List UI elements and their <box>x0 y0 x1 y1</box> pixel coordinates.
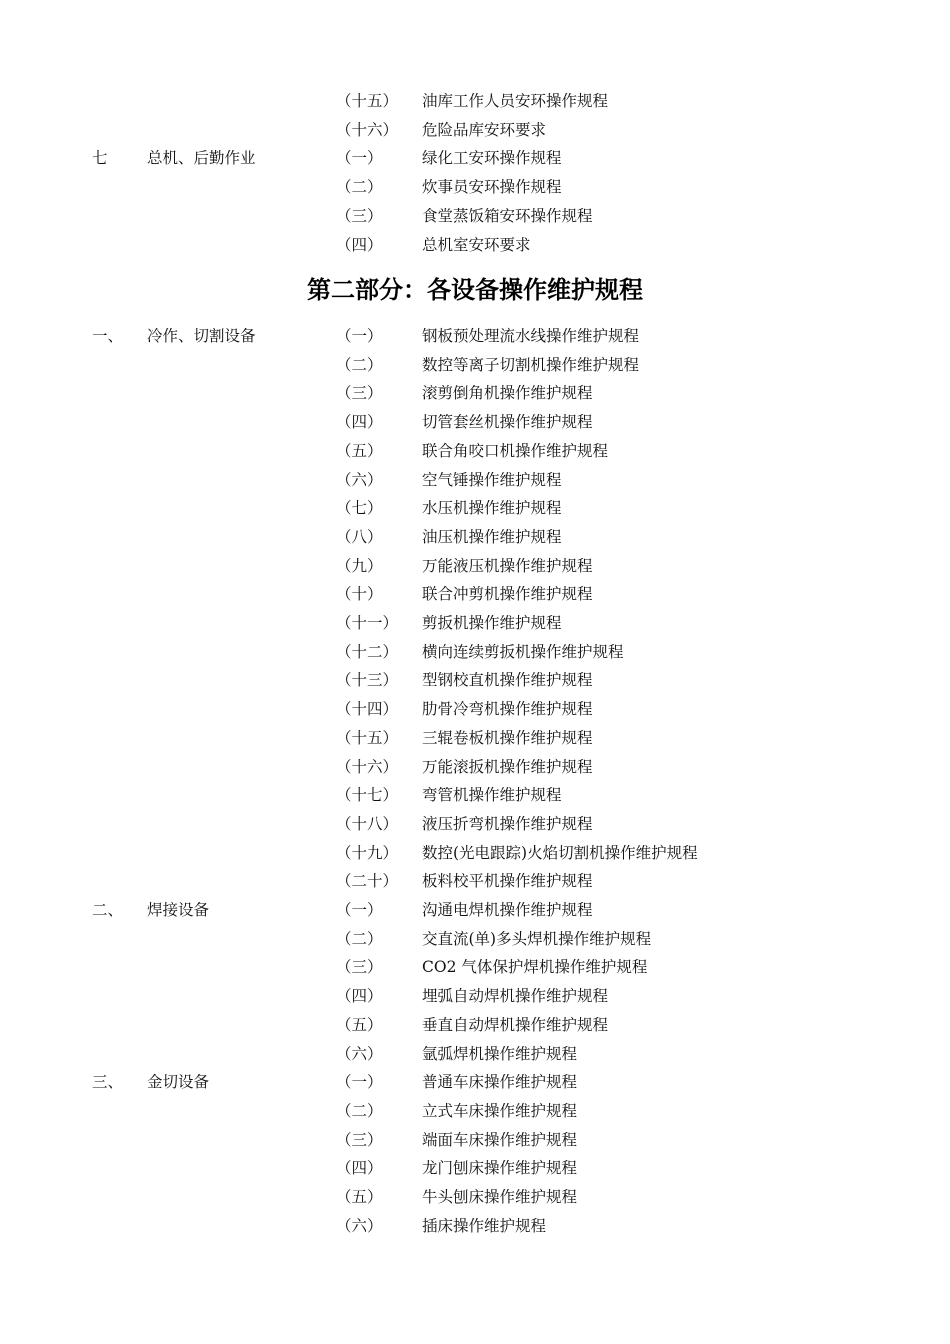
item-number: （四） <box>336 413 383 432</box>
item-title: 数控等离子切割机操作维护规程 <box>422 355 640 374</box>
item-title: 板料校平机操作维护规程 <box>422 872 593 891</box>
toc-entry <box>0 351 950 380</box>
item-number: （一） <box>336 901 383 919</box>
item-title: 端面车床操作维护规程 <box>422 1130 578 1149</box>
item-title: 数控(光电跟踪)火焰切割机操作维护规程 <box>422 843 698 862</box>
item-number: （十五） <box>336 728 399 747</box>
toc-entry <box>0 580 950 609</box>
item-title: 液压折弯机操作维护规程 <box>422 814 593 833</box>
item-title: CO2 气体保护焊机操作维护规程 <box>422 958 648 977</box>
category-name: 金切设备 <box>147 1073 210 1092</box>
item-number: （十八） <box>336 814 399 833</box>
toc-entry <box>0 953 950 982</box>
item-number: （十六） <box>336 757 399 776</box>
item-number: （五） <box>336 441 383 460</box>
item-title: 食堂蒸饭箱安环操作规程 <box>422 206 593 225</box>
toc-entry <box>0 87 950 116</box>
item-number: （三） <box>336 206 383 225</box>
item-title: 立式车床操作维护规程 <box>422 1101 578 1120</box>
item-title: 肋骨冷弯机操作维护规程 <box>422 700 593 719</box>
item-number: （十四） <box>336 700 399 719</box>
item-number: （四） <box>336 987 383 1006</box>
toc-entry <box>0 202 950 231</box>
toc-entry <box>0 810 950 839</box>
toc-entry <box>0 724 950 753</box>
toc-entry <box>0 523 950 552</box>
item-title: 联合角咬口机操作维护规程 <box>422 441 609 460</box>
toc-entry <box>0 1097 950 1126</box>
item-title: 插床操作维护规程 <box>422 1216 547 1235</box>
item-title: 切管套丝机操作维护规程 <box>422 413 593 432</box>
toc-entry <box>0 896 950 925</box>
toc-entry <box>0 408 950 437</box>
toc-entry <box>0 609 950 638</box>
item-number: （十一） <box>336 614 399 632</box>
toc-entry <box>0 1011 950 1040</box>
toc-entry <box>0 494 950 523</box>
toc-entry <box>0 1212 950 1241</box>
item-number: （十九） <box>336 843 399 862</box>
toc-entry <box>0 322 950 351</box>
item-title: 联合冲剪机操作维护规程 <box>422 585 593 604</box>
toc-entry <box>0 1068 950 1097</box>
item-title: 空气锤操作维护规程 <box>422 470 562 489</box>
section-number: 三、 <box>92 1073 124 1092</box>
item-title: 垂直自动焊机操作维护规程 <box>422 1015 609 1034</box>
item-title: 万能液压机操作维护规程 <box>422 556 593 575</box>
category-name: 总机、后勤作业 <box>147 149 256 168</box>
item-title: 沟通电焊机操作维护规程 <box>422 901 593 919</box>
toc-entry <box>0 982 950 1011</box>
item-number: （十三） <box>336 671 399 690</box>
item-title: 滚剪倒角机操作维护规程 <box>422 384 593 403</box>
section-number: 二、 <box>92 901 124 919</box>
toc-entry <box>0 925 950 954</box>
item-title: 油库工作人员安环操作规程 <box>422 92 609 110</box>
section-number: 七 <box>92 149 108 168</box>
item-title: 油压机操作维护规程 <box>422 527 562 546</box>
item-title: 总机室安环要求 <box>422 235 531 254</box>
item-title: 交直流(单)多头焊机操作维护规程 <box>422 929 652 948</box>
item-title: 龙门刨床操作维护规程 <box>422 1159 578 1178</box>
category-name: 冷作、切割设备 <box>147 327 256 345</box>
toc-entry <box>0 867 950 896</box>
toc-entry <box>0 173 950 202</box>
item-title: 三辊卷板机操作维护规程 <box>422 728 593 747</box>
item-title: 型钢校直机操作维护规程 <box>422 671 593 690</box>
item-title: 普通车床操作维护规程 <box>422 1073 578 1092</box>
item-number: （三） <box>336 1130 383 1149</box>
item-number: （五） <box>336 1188 383 1206</box>
item-title: 钢板预处理流水线操作维护规程 <box>422 327 640 345</box>
item-number: （七） <box>336 499 383 518</box>
item-number: （六） <box>336 470 383 489</box>
toc-entry <box>0 466 950 495</box>
item-number: （二） <box>336 355 383 374</box>
item-number: （二） <box>336 178 383 197</box>
item-number: （十二） <box>336 642 399 661</box>
item-number: （二十） <box>336 872 399 891</box>
item-number: （十六） <box>336 120 399 139</box>
toc-entry <box>0 437 950 466</box>
item-number: （一） <box>336 327 383 345</box>
item-title: 炊事员安环操作规程 <box>422 178 562 197</box>
item-title: 牛头刨床操作维护规程 <box>422 1188 578 1206</box>
part-heading: 第二部分：各设备操作维护规程 <box>307 276 643 304</box>
toc-entry <box>0 695 950 724</box>
toc-entry <box>0 379 950 408</box>
category-name: 焊接设备 <box>147 901 210 919</box>
toc-entry <box>0 116 950 145</box>
item-number: （二） <box>336 929 383 948</box>
item-number: （十五） <box>336 92 399 110</box>
item-title: 弯管机操作维护规程 <box>422 786 562 805</box>
toc-entry <box>0 1126 950 1155</box>
toc-entry <box>0 552 950 581</box>
item-number: （三） <box>336 384 383 403</box>
toc-entry <box>0 666 950 695</box>
item-number: （五） <box>336 1015 383 1034</box>
toc-entry <box>0 753 950 782</box>
toc-entry <box>0 839 950 868</box>
toc-entry <box>0 144 950 173</box>
toc-entry <box>0 1040 950 1069</box>
toc-entry <box>0 781 950 810</box>
item-number: （一） <box>336 1073 383 1092</box>
toc-entry <box>0 1154 950 1183</box>
item-title: 绿化工安环操作规程 <box>422 149 562 168</box>
item-number: （八） <box>336 527 383 546</box>
item-title: 横向连续剪扳机操作维护规程 <box>422 642 624 661</box>
item-number: （二） <box>336 1101 383 1120</box>
item-number: （四） <box>336 1159 383 1178</box>
section-number: 一、 <box>92 327 124 345</box>
item-title: 埋弧自动焊机操作维护规程 <box>422 987 609 1006</box>
item-number: （六） <box>336 1216 383 1235</box>
item-number: （四） <box>336 235 383 254</box>
item-number: （十） <box>336 585 383 604</box>
item-number: （六） <box>336 1044 383 1063</box>
item-title: 氩弧焊机操作维护规程 <box>422 1044 578 1063</box>
item-number: （一） <box>336 149 383 168</box>
item-title: 水压机操作维护规程 <box>422 499 562 518</box>
item-number: （十七） <box>336 786 399 805</box>
item-title: 万能滚扳机操作维护规程 <box>422 757 593 776</box>
item-title: 危险品库安环要求 <box>422 120 547 139</box>
toc-entry <box>0 638 950 667</box>
toc-entry <box>0 1183 950 1212</box>
item-number: （三） <box>336 958 383 977</box>
toc-entry <box>0 231 950 260</box>
item-number: （九） <box>336 556 383 575</box>
item-title: 剪扳机操作维护规程 <box>422 614 562 632</box>
